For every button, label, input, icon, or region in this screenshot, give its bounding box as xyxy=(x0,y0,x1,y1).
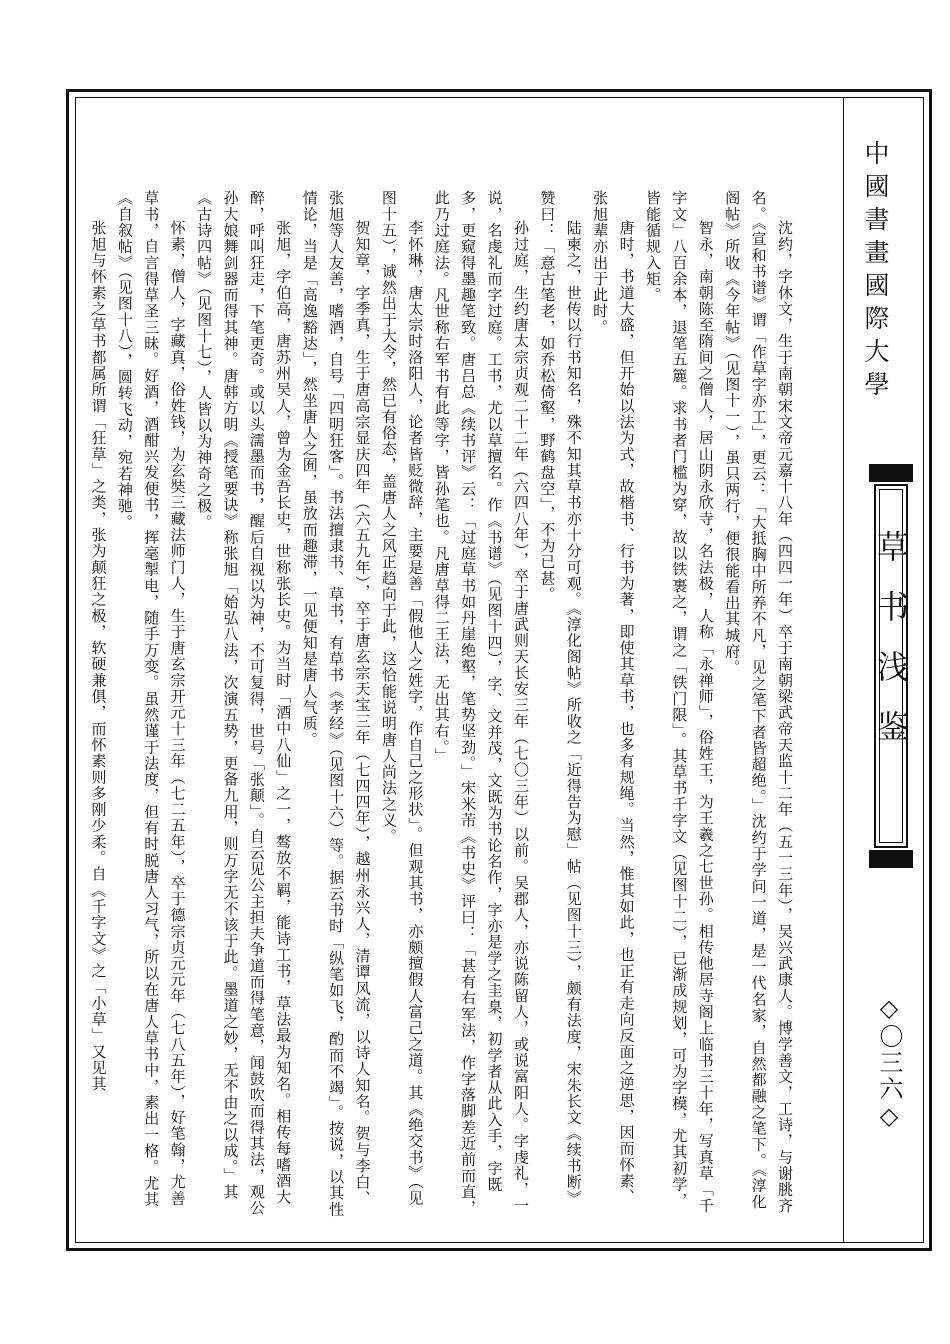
page-number: ◇〇三六◇ xyxy=(875,994,903,1132)
paragraph-sun-guoting: 孙过庭，生约唐太宗贞观二十二年（六四八年），卒于唐武则天长安三年（七〇三年）以前。吴郡人，亦说陈留人，或说富阳人。字虔礼，一说，名虔礼而字过庭。工书，尤以草擅名。作《书谱》（见图十四），字、文并茂，文既为书论名作，字亦是学之圭臬，初学者从此入手，字既多，更窥得墨趣笔致。唐吕总《续书评》云：「过庭草书如丹崖绝壑，笔势坚劲。」宋米芾《书史》评曰：「甚有右军法，作字落脚差近前而直，此乃过庭法。凡世称右军书有此等字，皆孙笔也。凡唐草得二王法，无出其右。」 xyxy=(432,190,530,1217)
title-band-bottom xyxy=(869,850,913,868)
paragraph-tang-dynasty: 唐时，书道大盛，但开始以法为式，故楷书、行书为著，即使其草书，也多有规绳。当然，惟其如此，也正有走向反面之逆思，因而怀素、张旭辈亦出于此时。 xyxy=(591,190,636,1206)
paragraph-li-huailin: 李怀琳，唐太宗时洛阳人，论者皆贬微辞，主要是善「假他人之姓字，作自己之形状」。但观其书，亦颇擅假人富己之道。其《绝交书》（见图十五），诚然出于大令，然已有俗态，盖唐人之风正趋向于此，这恰能说明唐人尚法之义。 xyxy=(379,190,425,1207)
title-band-top xyxy=(869,464,913,482)
paragraph-zhang-xu: 张旭，字伯高，唐苏州吴人，曾为金吾长史，世称张长史。为当时「酒中八仙」之一，骜放不羁，能诗工书，草法最为知名。相传每嗜酒大醉，呼叫狂走，下笔更奇。或以头濡墨而书，醒后自视以为神，不可复得，世号「张颠」。自云见公主担夫争道而得笔意，闻鼓吹而得其法，观公孙大娘舞剑器而得其神。唐韩方明《授笔要诀》称张旭「始弘八法，次演五势，更备九用，则万字无不该于此。墨道之妙，无不由之以成。」其《古诗四帖》（见图十七），人皆以为神奇之极。 xyxy=(195,190,293,1217)
paragraph-huai-su: 怀素，僧人，字藏真，俗姓钱，为玄奘三藏法师门人，生于唐玄宗开元十三年（七二五年），卒于德宗贞元元年（七八五年），好笔翰，尤善草书，自言得草圣三昧。好酒，酒酣兴发便书，挥毫掣电，随手万变。虽然谨于法度，但有时脱唐人习气，所以在唐人草书中，素出一格。尤其《自叙帖》（见图十八），圆转飞动，宛若神驰。 xyxy=(115,190,187,1208)
paragraph-shen-yue: 沈约，字休文，生于南朝宋文帝元嘉十八年（四四一年）卒于南朝梁武帝天监十二年（五一三年），吴兴武康人。博学善文，工诗，与谢朓齐名。《宣和书谱》谓「作草字亦工」，更云：「大抵胸中所养不凡，见之笔下者皆超绝。」沈约于学问一道，是一代名家，自然都融之笔下。《淳化阁帖》所收《今年帖》（见图十一），虽只两行，便很能看出其城府。 xyxy=(723,190,794,1214)
sidebar-divider xyxy=(843,97,844,1243)
paragraph-he-zhizhang: 贺知章，字季真，生于唐高宗显庆四年（六五九年），卒于唐玄宗天宝三年（七四四年），越州永兴人，清谭风流，以诗人知名。贺与李白、张旭等人友善，嗜酒，自号「四明狂客」。书法擅隶书、草书，有草书《孝经》（见图十六）等。据云书时「纵笔如飞，酌而不竭」。按说，以其性情论，当是「高逸豁达」，然坐唐人之囿，虽放而趣滞，一见便知是唐人气质。 xyxy=(300,190,372,1218)
section-title: 草书浅鉴 xyxy=(872,530,910,770)
paragraph-zhi-yong: 智永，南朝陈至隋间之僧人，居山阴永欣寺，名法极，人称「永禅师」，俗姓王，为王羲之七世孙。相传他居寺阁上临书三十年，写真草「千字文」八百余本，退笔五簏。求书者门槛为穿，故以铁裹之，谓之「铁门限」。其草书千字文（见图十二），已渐成规划，可为字模，尤其初学，皆能循规入矩。 xyxy=(643,190,715,1214)
paragraph-zhang-huai-comparison: 张旭与怀素之草书都属所谓「狂草」之类，张为颠狂之极，软硬兼俱，而怀素则多刚少柔。自《千字文》之「小草」又见其 xyxy=(89,220,108,1093)
book-title: 中國書畫國際大學 xyxy=(861,140,890,404)
body-text xyxy=(89,190,798,1220)
paragraph-lu-jianzhi: 陆柬之，世传以行书知名，殊不知其草书亦十分可观。《淳化阁帖》所收之「近得告为慰」帖（见图十三），颇有法度，宋朱长文《续书断》赞曰：「意古笔老，如乔松倚壑，野鹤盘空」，不为已甚。 xyxy=(538,190,583,1207)
